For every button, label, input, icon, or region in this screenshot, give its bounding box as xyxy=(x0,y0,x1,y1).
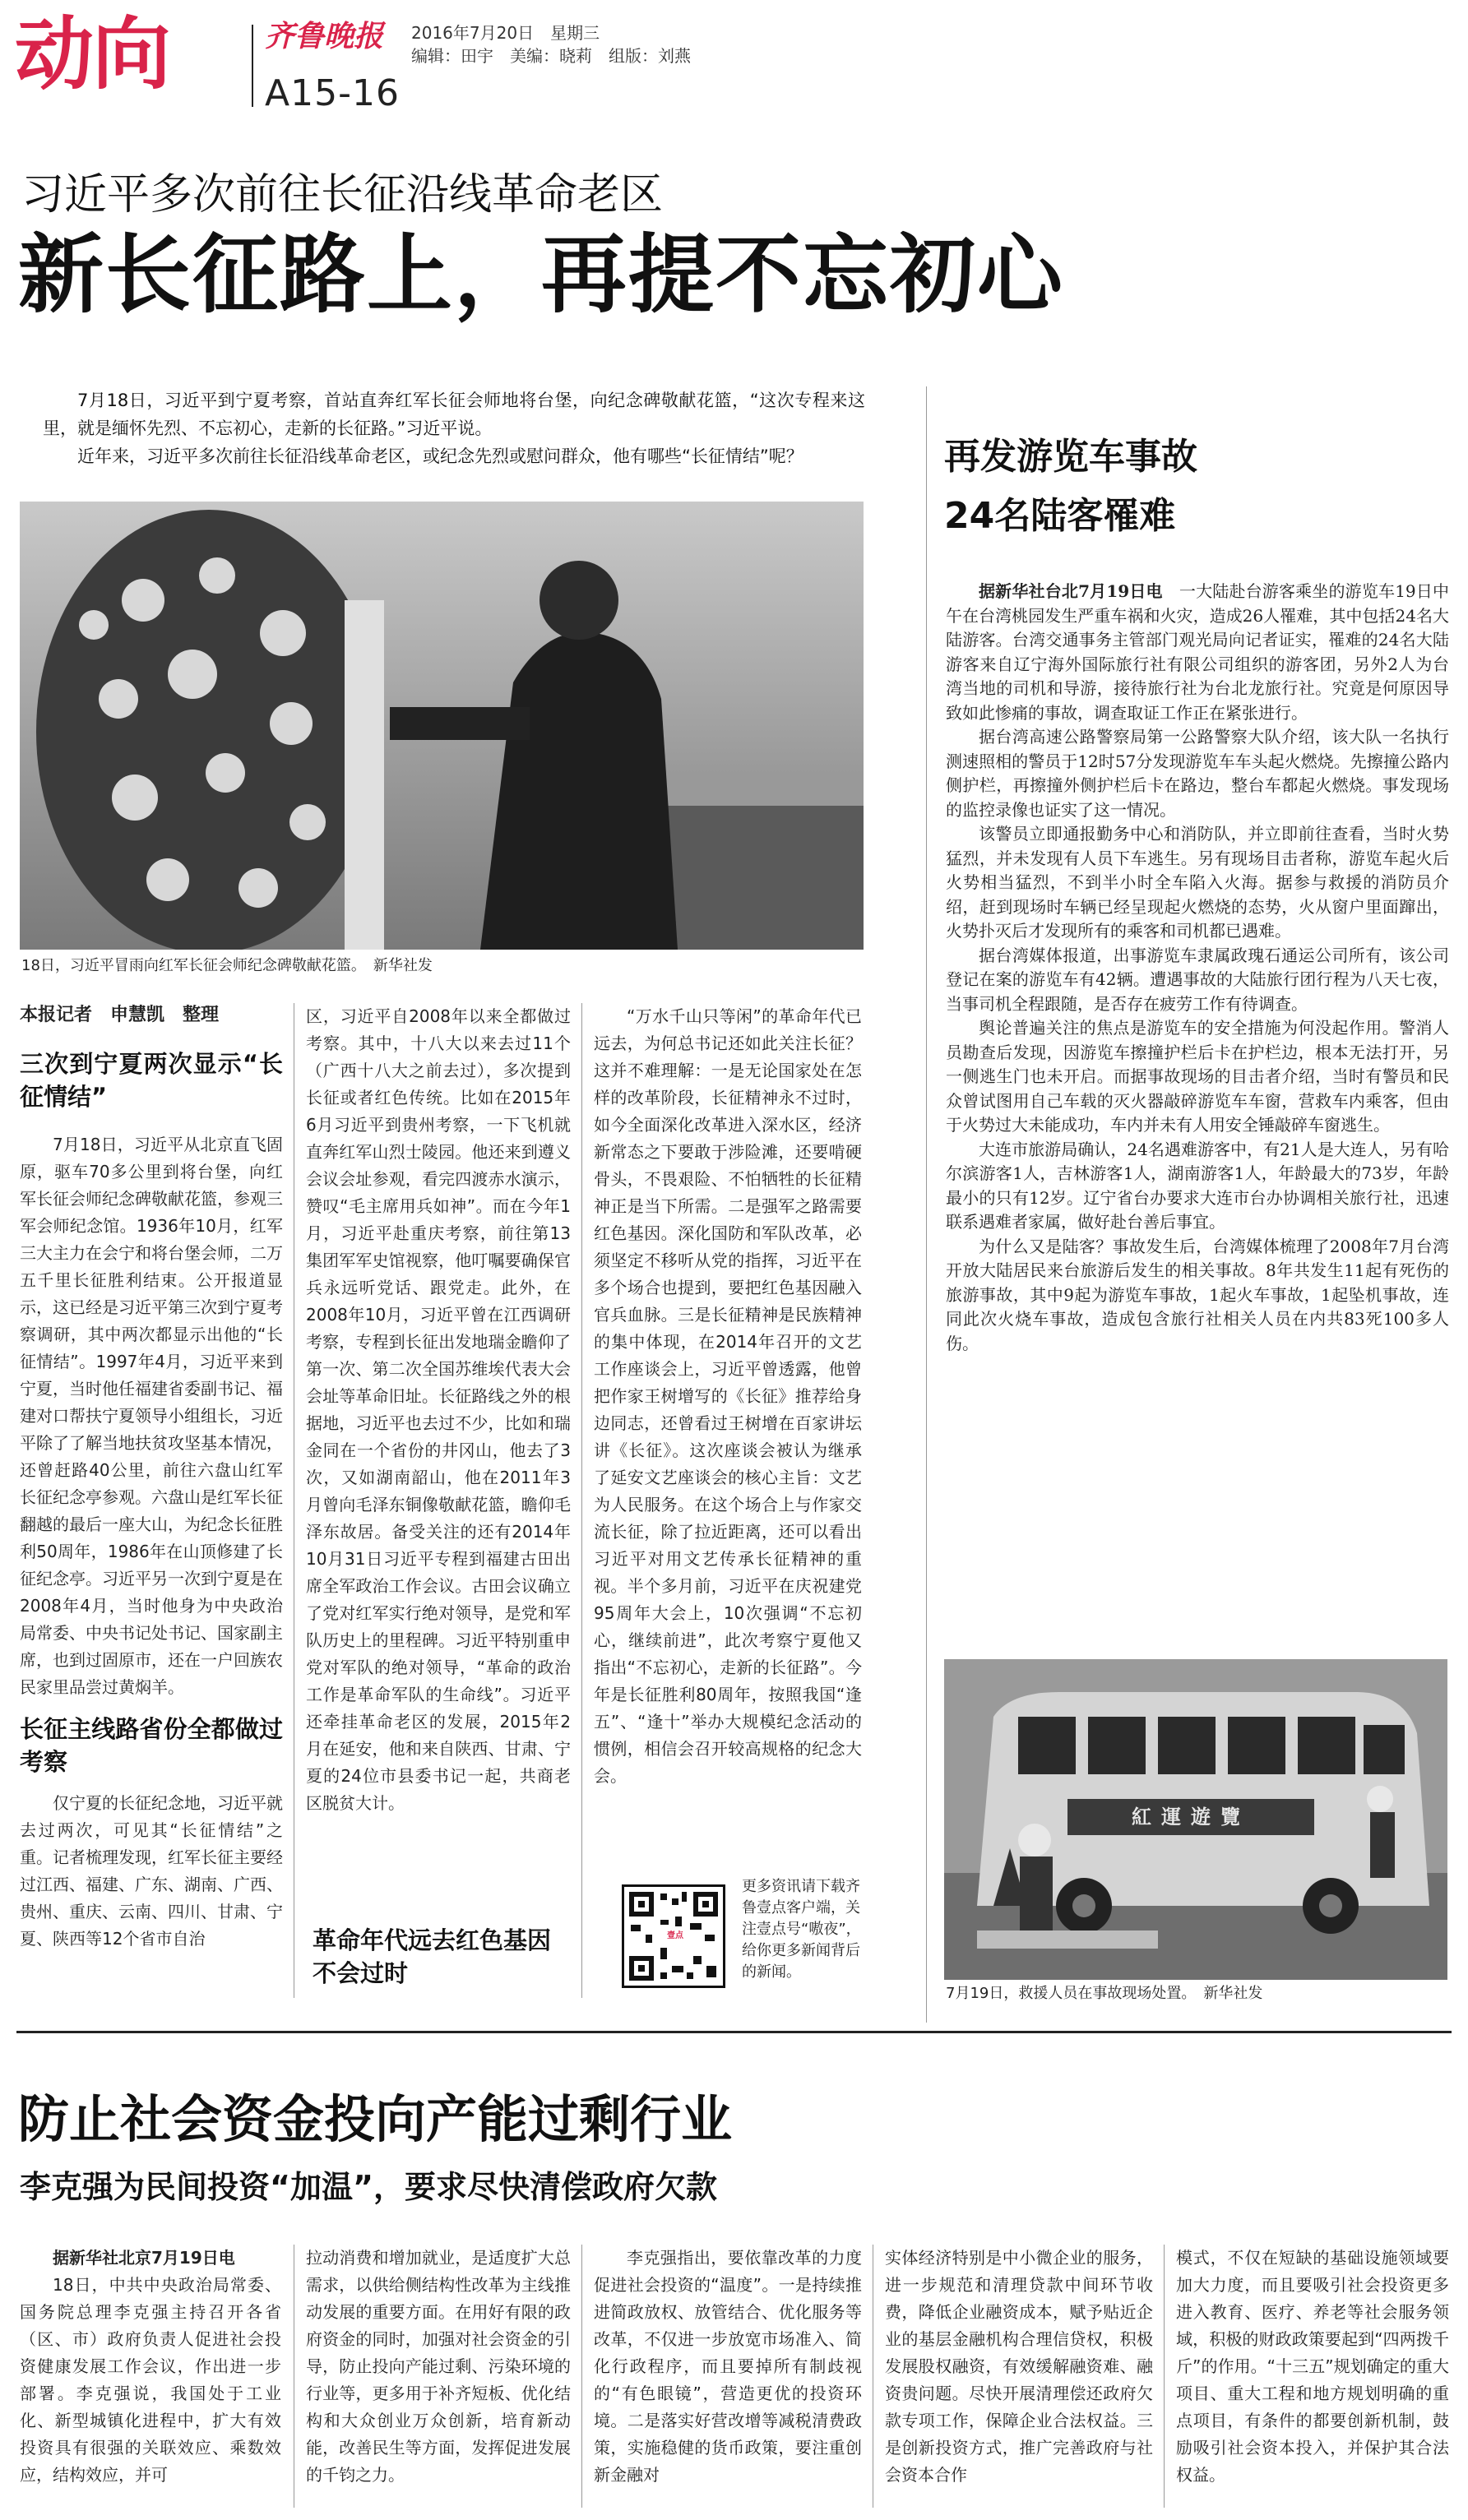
side-paragraph-4: 据台湾媒体报道，出事游览车隶属政瑰石通运公司所有，该公司登记在案的游览车有42辆。遭遇事故的大陆旅行团行程为八天七夜，当事司机全程跟随，是否存在疲劳工作有待调查。 xyxy=(946,945,1449,1014)
bottom-column-1 xyxy=(20,2245,281,2508)
side-text-1: 一大陆赴台游客乘坐的游览车19日中午在台湾桃园发生严重车祸和火灾，造成26人罹难，其中包括24名大陆游客。台湾交通事务主管部门观光局向记者证实，罹难的24名大陆游客来自辽宁海外国际旅行社有限公司组织的游客团，另外2人为台湾当地的司机和导游，接待旅行社为台北龙旅行社。究竟是何原因导致如此惨痛的事故，调查取证工作正在紧张进行。 xyxy=(946,581,1449,723)
bottom-headline: 防止社会资金投向产能过剩行业 xyxy=(18,2089,733,2149)
main-column-1 xyxy=(20,1038,283,2000)
wreath-photo-illustration xyxy=(20,502,864,950)
main-headline: 新长征路上，再提不忘初心 xyxy=(18,224,1065,325)
column-rule xyxy=(1164,2245,1165,2508)
bottom-text-4: 实体经济特别是中小微企业的服务，进一步规范和清理贷款中间环节收费，降低企业融资成本，赋予贴近企业的基层金融机构合理信贷权，积极发展股权融资，有效缓解融资难、融资贵问题。尽快开展清理偿还政府欠款专项工作，保障企业合法权益。三是创新投资方式，推广完善政府与社会资本合作 xyxy=(885,2248,1153,2485)
side-body xyxy=(946,580,1449,1640)
lead-paragraph xyxy=(43,386,865,518)
editors-line: 编辑：田宇 美编：晓莉 组版：刘燕 xyxy=(411,46,691,66)
side-paragraph-5: 舆论普遍关注的焦点是游览车的安全措施为何没起作用。警消人员勘查后发现，因游览车擦撞护栏后卡在护栏边，根本无法打开，另一侧逃生门也未开启。而据事故现场的目击者介绍，当时有警员和民众曾试图用自己车载的灭火器敲碎游览车车窗，营救车内乘客，但由于火势过大未能成功，车内并未有人用安全锤敲碎车窗逃生。 xyxy=(946,1018,1449,1135)
side-paragraph-1 xyxy=(946,580,1449,725)
side-headline-1: 再发游览车事故 xyxy=(944,436,1197,478)
main-column-3 xyxy=(594,1003,862,1858)
main-column-2 xyxy=(306,1003,571,1891)
bottom-dateline: 据新华社北京7月19日电 xyxy=(53,2248,235,2268)
bottom-column-2 xyxy=(306,2245,571,2508)
bottom-text-5: 模式，不仅在短缺的基础设施领域要加大力度，而且要吸引社会投资更多进入教育、医疗、养老等社会服务领域，积极的财政政策要起到“四两拨千斤”的作用。“十三五”规划确定的重大项目、重大工程和地方规划明确的重点项目，有条件的都要创新机制，鼓励吸引社会资本投入，并保护其合法权益。 xyxy=(1176,2248,1449,2485)
qr-text: 更多资讯请下载齐鲁壹点客户端，关注壹点号“嗷夜”，给你更多新闻背后的新闻。 xyxy=(742,1878,861,1981)
lead-paragraph-1: 7月18日，习近平到宁夏考察，首站直奔红军长征会师地将台堡，向纪念碑敬献花篮，“这次专程来这里，就是缅怀先烈、不忘初心，走新的长征路。”习近平说。 xyxy=(43,391,865,438)
col1-text-2: 仅宁夏的长征纪念地，习近平就去过两次，可见其“长征情结”之重。记者梳理发现，红军长征主要经过江西、福建、广东、湖南、广西、贵州、重庆、云南、四川、甘肃、宁夏、陕西等12个省市自治 xyxy=(20,1793,283,1949)
main-photo xyxy=(20,502,864,950)
section-title: 动向 xyxy=(15,7,169,100)
side-paragraph-7: 为什么又是陆客？事故发生后，台湾媒体梳理了2008年7月台湾开放大陆居民来台旅游后发生的相关事故。8年共发生11起有死伤的旅游事故，其中9起为游览车事故，1起火车事故，1起坠机事故，连同此次火烧车事故，造成包含旅行社相关人员在内共83死100多人伤。 xyxy=(946,1236,1449,1353)
bottom-column-3 xyxy=(594,2245,862,2508)
bus-photo xyxy=(944,1659,1447,1980)
bus-sign: 紅運遊覽 xyxy=(1132,1806,1250,1829)
side-paragraph-2: 据台湾高速公路警察局第一公路警察大队介绍，该大队一名执行测速照相的警员于12时57分发现游览车车头起火燃烧。先擦撞公路内侧护栏，再擦撞外侧护栏后卡在路边，整台车都起火燃烧。事发现场的监控录像也证实了这一情况。 xyxy=(946,727,1449,820)
bus-photo-caption: 7月19日，救援人员在事故现场处置。 新华社发 xyxy=(946,1985,1263,2002)
subhead-2: 长征主线路省份全都做过考察 xyxy=(20,1715,283,1776)
subhead-1: 三次到宁夏两次显示“长征情结” xyxy=(20,1050,283,1111)
col3-text: “万水千山只等闲”的革命年代已远去，为何总书记还如此关注长征？这并不难理解：一是无论国家处在怎样的改革阶段，长征精神永不过时，如今全面深化改革进入深水区，经济新常态之下要敢于涉险滩，还要啃硬骨头，不畏艰险、不怕牺牲的长征精神正是当下所需。二是强军之路需要红色基因。深化国防和军队改革，必须坚定不移听从党的指挥，习近平在多个场合也提到，要把红色基因融入官兵血脉。三是长征精神是民族精神的集中体现，在2014年召开的文艺工作座谈会上，习近平曾透露，他曾把作家王树增写的《长征》推荐给身边同志，还曾看过王树增在百家讲坛讲《长征》。这次座谈会被认为继承了延安文艺座谈会的核心主旨：文艺为人民服务。在这个场合上与作家交流长征，除了拉近距离，还可以看出习近平对用文艺传承长征精神的重视。半个多月前，习近平在庆祝建党95周年大会上，10次强调“不忘初心，继续前进”，此次考察宁夏他又指出“不忘初心，走新的长征路”。今年是长征胜利80周年，按照我国“逢五”、“逢十”举办大规模纪念活动的惯例，相信会召开较高规格的纪念大会。 xyxy=(594,1006,862,1786)
byline: 本报记者 申慧凯 整理 xyxy=(20,1005,220,1025)
column-rule xyxy=(926,386,927,2023)
col2-text: 区，习近平自2008年以来全都做过考察。其中，十八大以来去过11个（广西十八大之前去过），多次提到长征或者红色传统。比如在2015年6月习近平到贵州考察，一下飞机就直奔红军山烈士陵园。他还来到遵义会议会址参观，看完四渡赤水演示，赞叹“毛主席用兵如神”。而在今年1月，习近平赴重庆考察，前往第13集团军军史馆视察，他叮嘱要确保官兵永远听党话、跟党走。此外，在2008年10月，习近平曾在江西调研考察，专程到长征出发地瑞金瞻仰了第一次、第二次全国苏维埃代表大会会址等革命旧址。长征路线之外的根据地，习近平也去过不少，比如和瑞金同在一个省份的井冈山，他去了3次，又如湖南韶山，他在2011年3月曾向毛泽东铜像敬献花篮，瞻仰毛泽东故居。备受关注的还有2014年10月31日习近平专程到福建古田出席全军政治工作会议。古田会议确立了党对红军实行绝对领导，是党和军队历史上的里程碑。习近平特别重申党对军队的绝对领导，“革命的政治工作是革命军队的生命线”。习近平还牵挂革命老区的发展，2015年2月在延安，他和来自陕西、甘肃、宁夏的24位市县委书记一起，共商老区脱贫大计。 xyxy=(306,1006,571,1813)
section-divider xyxy=(16,2031,1452,2033)
bottom-text-2: 拉动消费和增加就业，是适度扩大总需求，以供给侧结构性改革为主线推动发展的重要方面。在用好有限的政府资金的同时，加强对社会资金的引导，防止投向产能过剩、污染环境的行业等，更多用于补齐短板、优化结构和大众创业万众创新，培育新动能，改善民生等方面，发挥促进发展的千钧之力。 xyxy=(306,2248,571,2485)
bottom-subhead: 李克强为民间投资“加温”，要求尽快清偿政府欠款 xyxy=(20,2169,717,2205)
qr-code[interactable] xyxy=(622,1884,725,1988)
page-number: A15-16 xyxy=(265,72,400,114)
main-photo-caption: 18日，习近平冒雨向红军长征会师纪念碑敬献花篮。 新华社发 xyxy=(21,957,433,974)
date-line: 2016年7月20日 星期三 xyxy=(411,23,600,43)
main-kicker: 习近平多次前往长征沿线革命老区 xyxy=(21,170,664,220)
col1-text: 7月18日，习近平从北京直飞固原，驱车70多公里到将台堡，向红军长征会师纪念碑敬献花篮，参观三军会师纪念馆。1936年10月，红军三大主力在会宁和将台堡会师，二万五千里长征胜利结束。公开报道显示，这已经是习近平第三次到宁夏考察调研，其中两次都显示出他的“长征情结”。1997年4月，习近平来到宁夏，当时他任福建省委副书记、福建对口帮扶宁夏领导小组组长，习近平除了了解当地扶贫攻坚基本情况，还曾赶路40公里，前往六盘山红军长征纪念亭参观。六盘山是红军长征翻越的最后一座大山，为纪念长征胜利50周年，1986年在山顶修建了长征纪念亭。习近平另一次到宁夏是在2008年4月，当时他身为中央政治局常委、中央书记处书记、国家副主席，也到过固原市，还在一户回族农民家里品尝过黄焖羊。 xyxy=(20,1135,283,1697)
side-paragraph-3: 该警员立即通报勤务中心和消防队，并立即前往查看，当时火势猛烈，并未发现有人员下车逃生。另有现场目击者称，游览车起火后火势相当猛烈，不到半小时全车陷入火海。据参与救援的消防员介绍，赶到现场时车辆已经呈现起火燃烧的态势，火从窗户里面蹿出，火势扑灭后才发现所有的乘客和司机都已遇难。 xyxy=(946,824,1449,941)
side-headline-2: 24名陆客罹难 xyxy=(944,495,1176,537)
header-divider xyxy=(252,25,253,107)
bottom-text-1: 18日，中共中央政治局常委、国务院总理李克强主持召开各省（区、市）政府负责人促进社会投资健康发展工作会议，作出进一步部署。李克强说，我国处于工业化、新型城镇化进程中，扩大有效投资具有很强的关联效应、乘数效应，结构效应，并可 xyxy=(20,2275,281,2485)
column-rule xyxy=(581,1003,582,1998)
bottom-column-5 xyxy=(1176,2245,1449,2508)
lead-paragraph-2: 近年来，习近平多次前往长征沿线革命老区，或纪念先烈或慰问群众，他有哪些“长征情结”呢？ xyxy=(77,446,803,466)
side-paragraph-6: 大连市旅游局确认，24名遇难游客中，有21人是大连人，另有哈尔滨游客1人，吉林游客1人，湖南游客1人，年龄最大的73岁，年龄最小的只有12岁。辽宁省台办要求大连市台办协调相关旅行社，迅速联系遇难者家属，做好赴台善后事宜。 xyxy=(946,1139,1449,1232)
subhead-3: 革命年代远去红色基因不会过时 xyxy=(313,1926,552,1987)
paper-name: 齐鲁晚报 xyxy=(265,19,384,53)
column-rule xyxy=(581,2245,582,2508)
bottom-column-4 xyxy=(885,2245,1153,2508)
side-dateline: 据新华社台北7月19日电 xyxy=(979,581,1163,601)
qr-logo: 壹点 xyxy=(667,1931,683,1940)
bottom-text-3: 李克强指出，要依靠改革的力度促进社会投资的“温度”。一是持续推进简政放权、放管结合、优化服务等改革，不仅进一步放宽市场准入、简化行政程序，而且要掉所有制歧视的“有色眼镜”，营造更优的投资环境。二是落实好营改增等减税清费政策，实施稳健的货币政策，要注重创新金融对 xyxy=(594,2248,862,2485)
